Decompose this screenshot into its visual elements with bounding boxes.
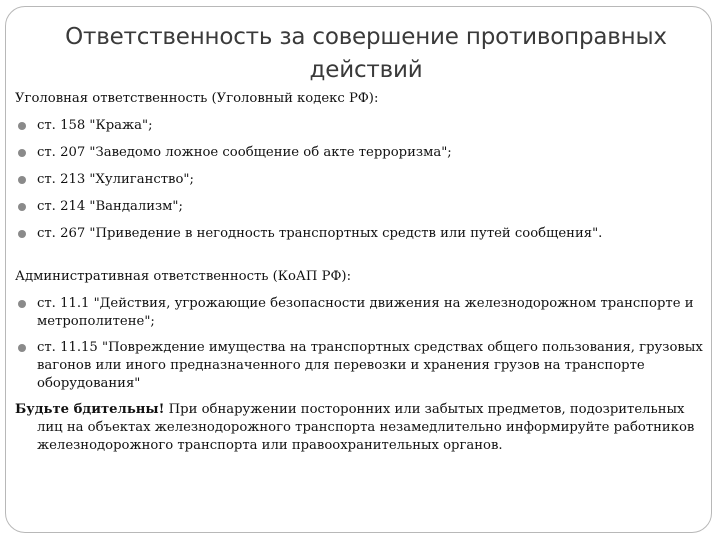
bullet-dot-icon <box>18 149 26 157</box>
list-item <box>15 225 705 243</box>
criminal-heading: Уголовная ответственность (Уголовный кодекс РФ): <box>15 91 379 106</box>
list-item-text: ст. 267 "Приведение в негодность транспортных средств или путей сообщения". <box>37 226 603 241</box>
list-item-text: ст. 207 "Заведомо ложное сообщение об акте терроризма"; <box>37 145 452 160</box>
list-item <box>15 295 705 331</box>
list-item-text: ст. 213 "Хулиганство"; <box>37 172 194 187</box>
list-item-text: ст. 158 "Кража"; <box>37 118 153 133</box>
slide-body <box>15 90 705 455</box>
section-spacer <box>15 252 705 268</box>
warning-paragraph <box>15 401 705 455</box>
slide-title: Ответственность за совершение противоправных действий <box>65 24 667 83</box>
bullet-dot-icon <box>18 122 26 130</box>
administrative-heading: Административная ответственность (КоАП РФ): <box>15 269 352 284</box>
list-item <box>15 117 705 135</box>
list-item <box>15 198 705 216</box>
list-item <box>15 144 705 162</box>
warning-text: При обнаружении посторонних или забытых предметов, подозрительных лиц на объектах железнодорожного транспорта незамедлительно информируйте работников железнодорожного транспорта или правоохранительных органов. <box>37 402 695 453</box>
bullet-dot-icon <box>18 176 26 184</box>
warning-lead: Будьте бдительны! <box>15 402 165 417</box>
list-item <box>15 339 705 393</box>
list-item <box>15 171 705 189</box>
criminal-list <box>15 117 705 243</box>
list-item-text: ст. 214 "Вандализм"; <box>37 199 183 214</box>
bullet-dot-icon <box>18 230 26 238</box>
bullet-dot-icon <box>18 344 26 352</box>
list-item-text: ст. 11.1 "Действия, угрожающие безопасности движения на железнодорожном транспорте и метрополитене"; <box>37 296 694 329</box>
bullet-dot-icon <box>18 203 26 211</box>
list-item-text: ст. 11.15 "Повреждение имущества на транспортных средствах общего пользования, грузовых вагонов или иного предназначенного для перевозки и хранения грузов на транспорте оборудования" <box>37 340 703 391</box>
bullet-dot-icon <box>18 300 26 308</box>
administrative-list <box>15 295 705 393</box>
